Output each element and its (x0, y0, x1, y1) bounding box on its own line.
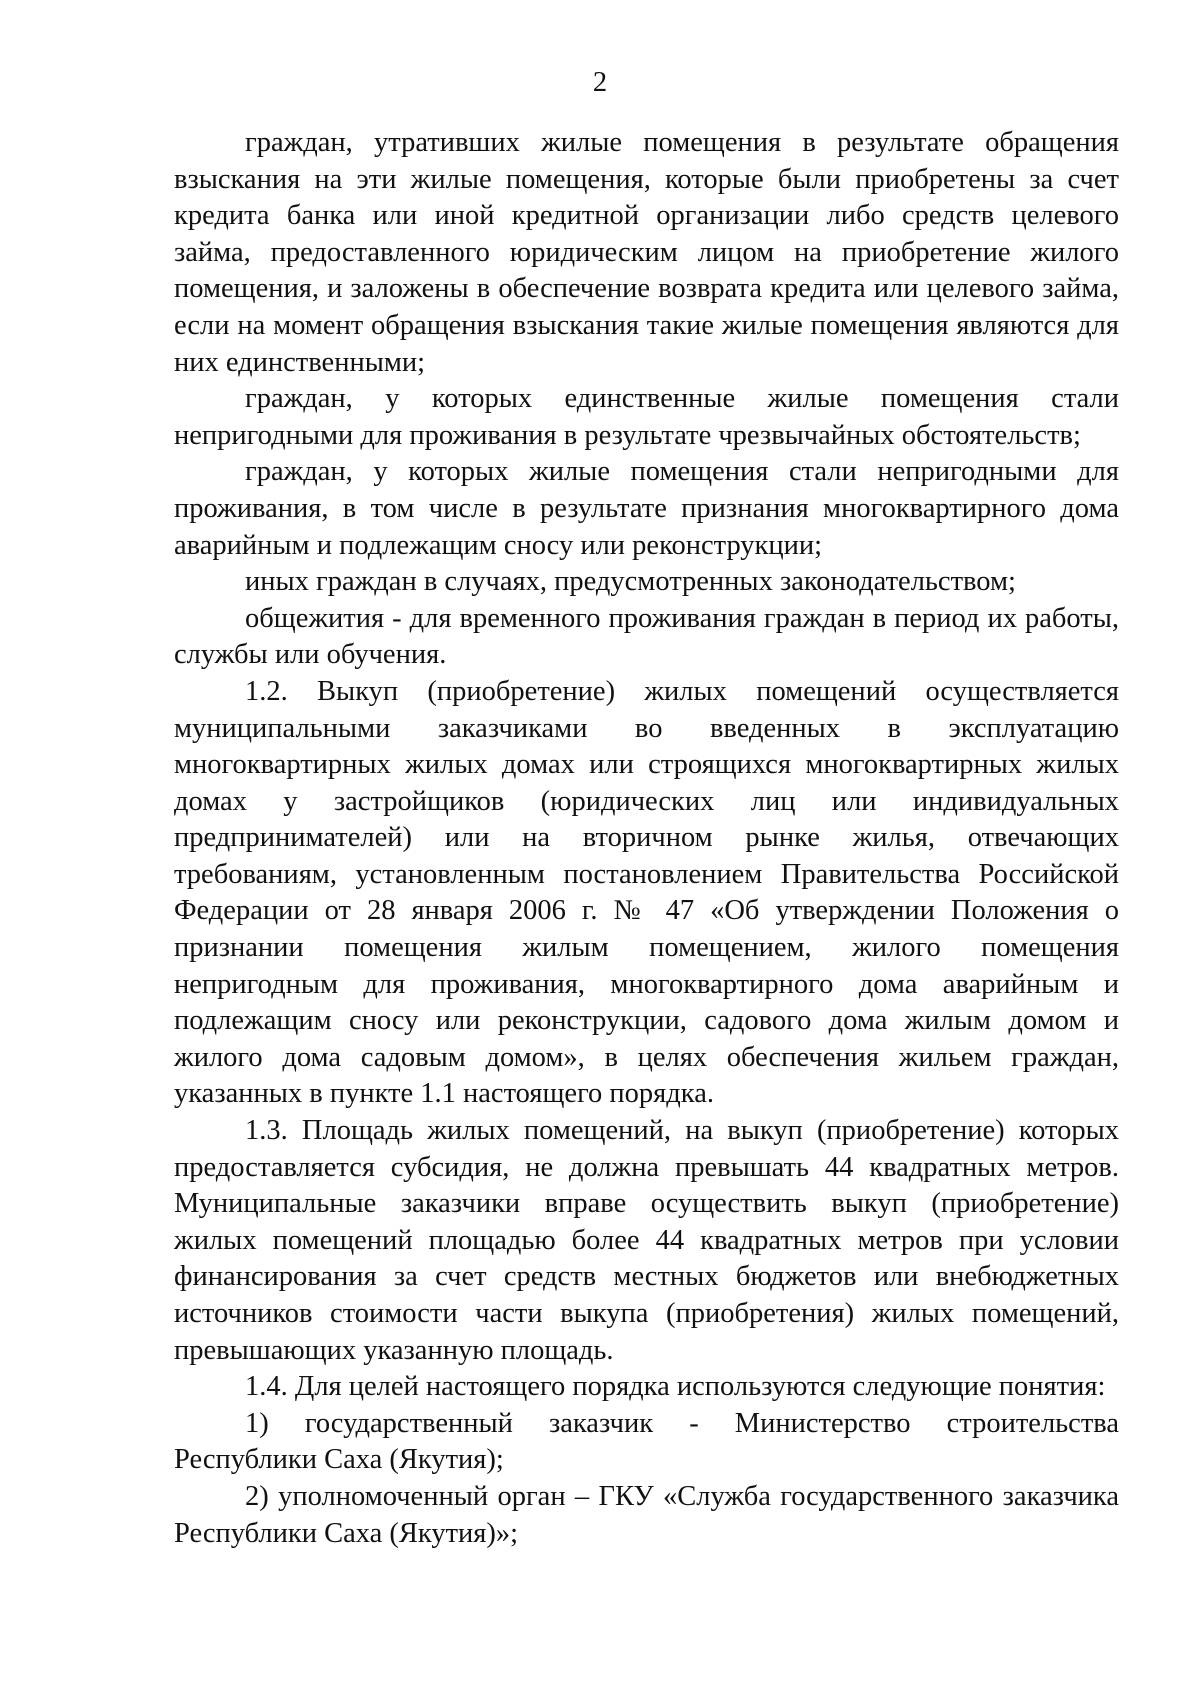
page-number: 2 (592, 67, 608, 98)
paragraph-citizens-emergency: граждан, у которых единственные жилые помещения стали непригодными для проживания в результате чрезвычайных обстоятельств; (174, 383, 1119, 451)
paragraph-clause-1-4: 1.4. Для целей настоящего порядка используются следующие понятия: (245, 1371, 1106, 1403)
paragraph-other-citizens: иных граждан в случаях, предусмотренных законодательством; (245, 566, 1016, 598)
paragraph-citizens-unfit-housing: граждан, у которых жилые помещения стали непригодными для проживания, в том числе в результате признания многоквартирного дома аварийным и подлежащим сносу или реконструкции; (174, 456, 1119, 561)
paragraph-dormitories: общежития - для временного проживания граждан в период их работы, службы или обучения. (174, 602, 1119, 671)
document-body (174, 125, 1119, 1552)
paragraph-clause-1-2: 1.2. Выкуп (приобретение) жилых помещений осуществляется муниципальными заказчиками во введенных в эксплуатацию многоквартирных жилых домах или строящихся многоквартирных жилых домах у застройщиков (юридических лиц или индивидуальных предпринимателей) или на вторичном рынке жилья, отвечающих требованиям, установленным постановлением Правительства Российской Федерации от 28 января 2006 г. № 47 «Об утверждении Положения о признании помещения жилым помещением, жилого помещения непригодным для проживания, многоквартирного дома аварийным и подлежащим сносу или реконструкции, садового дома жилым домом и жилого дома садовым домом», в целях обеспечения жильем граждан, указанных в пункте 1.1 настоящего порядка. (174, 675, 1119, 1110)
paragraph-citizens-foreclosure: граждан, утративших жилые помещения в результате обращения взыскания на эти жилые помещения, которые были приобретены за счет кредита банка или иной кредитной организации либо средств целевого займа, предоставленного юридическим лицом на приобретение жилого помещения, и заложены в обеспечение возврата кредита или целевого займа, если на момент обращения взыскания такие жилые помещения являются для них единственными; (174, 127, 1119, 378)
paragraph-clause-1-3: 1.3. Площадь жилых помещений, на выкуп (приобретение) которых предоставляется субсидия, не должна превышать 44 квадратных метров. Муниципальные заказчики вправе осуществить выкуп (приобретение) жилых помещений площадью более 44 квадратных метров при условии финансирования за счет средств местных бюджетов или внебюджетных источников стоимости части выкупа (приобретения) жилых помещений, превышающих указанную площадь. (174, 1115, 1119, 1366)
paragraph-definition-2: 2) уполномоченный орган – ГКУ «Служба государственного заказчика Республики Саха (Якутия)»; (174, 1480, 1119, 1549)
paragraph-definition-1: 1) государственный заказчик - Министерство строительства Республики Саха (Якутия); (174, 1407, 1119, 1476)
